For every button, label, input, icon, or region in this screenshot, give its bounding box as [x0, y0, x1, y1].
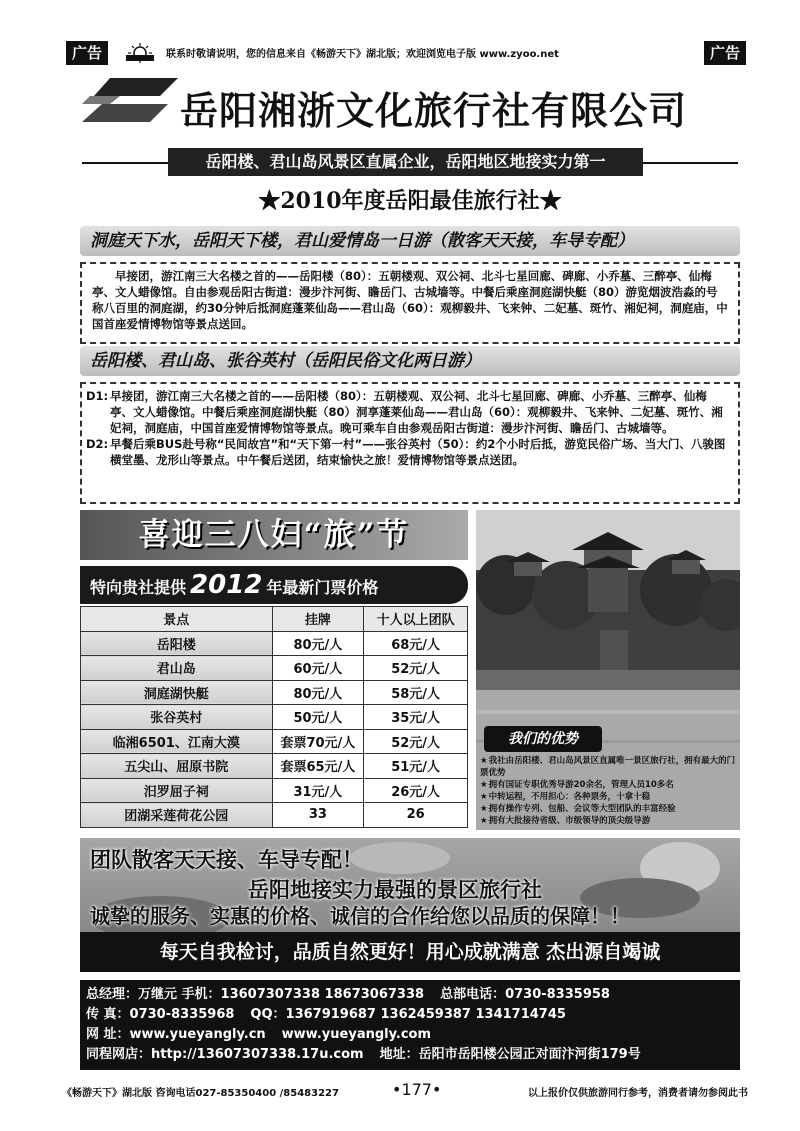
price-title-suffix: 年最新门票价格: [266, 578, 379, 597]
page-number-value: 177: [401, 1080, 432, 1099]
header-list-price: 挂牌: [272, 607, 364, 632]
list-price-cell: 50元/人: [272, 705, 364, 730]
list-item: ★ 拥有国证专职优秀导游20余名，管理人员10多名: [480, 779, 740, 791]
tour1-title: 洞庭天下水，岳阳天下楼，君山爱情岛一日游（散客天天接，车导专配）: [80, 226, 740, 256]
list-item: ★ 拥有大批接待省级、市级领导的顶尖级导游: [480, 815, 740, 827]
tour1-box: [80, 262, 740, 344]
company-logo: [80, 74, 180, 130]
top-note: 联系时敬请说明，您的信息来自《畅游天下》湖北版；欢迎浏览电子版 www.zyoo.net: [166, 49, 559, 60]
tour2-title: 岳阳楼、君山岛、张谷英村（岳阳民俗文化两日游）: [80, 346, 740, 376]
list-price-cell: 60元/人: [272, 656, 364, 681]
price-title-year: 2012: [190, 570, 263, 600]
list-item: ★ 拥有操作专列、包船、会议等大型团队的丰富经验: [480, 803, 740, 815]
address: 地址：岳阳市岳阳楼公园正对面汴河街179号: [379, 1047, 641, 1062]
contact-row: [86, 1025, 734, 1045]
banner-bottom-slogan: 每天自我检讨，品质自然更好！用心成就满意 杰出源自竭诚: [80, 932, 740, 972]
attraction-cell: 岳阳楼: [81, 631, 273, 656]
table-row: [81, 656, 468, 681]
attraction-cell: 洞庭湖快艇: [81, 680, 273, 705]
table-row: [81, 705, 468, 730]
group-price-cell: 52元/人: [364, 729, 468, 754]
day-text: 早餐后乘BUS赴号称“民间故宫”和“天下第一村”——张谷英村（50）：约2个小时后抵，游览民俗广场、当大门、八骏图横堂墨、龙形山等景点。中午餐后送团，结束愉快之旅！爱情博物馆等景点送团。: [110, 437, 726, 467]
fax: 传 真：0730-8335968: [86, 1007, 235, 1022]
website-link[interactable]: 网 址：www.yueyangly.cn: [86, 1027, 266, 1042]
advantages-title: 我们的优势: [484, 726, 602, 752]
banner-line-1: 团队散客天天接、车导专配！: [90, 848, 363, 872]
list-price-cell: 套票70元/人: [272, 729, 364, 754]
website-link-2[interactable]: www.yueyangly.com: [281, 1027, 432, 1042]
list-price-cell: 33: [272, 803, 364, 828]
list-price-cell: 31元/人: [272, 778, 364, 803]
top-strip: [66, 41, 746, 65]
group-price-cell: 26: [364, 803, 468, 828]
contact-row: [86, 985, 734, 1005]
list-item: ★ 我社由岳阳楼、君山岛风景区直属唯一景区旅行社，拥有最大的门票优势: [480, 755, 740, 779]
festival-title: 喜迎三八妇“旅”节: [80, 510, 468, 560]
publication-logo: [118, 43, 162, 63]
ad-tag-right: 广告: [704, 41, 746, 65]
award-title: ★2010年度岳阳最佳旅行社★: [258, 188, 562, 214]
contact-row: [86, 1005, 734, 1025]
table-row: [81, 680, 468, 705]
tour2-day-1: [86, 388, 728, 436]
page-number: •177•: [392, 1080, 442, 1099]
list-price-cell: 80元/人: [272, 631, 364, 656]
attraction-cell: 张谷英村: [81, 705, 273, 730]
footer-info: 《畅游天下》湖北版 咨询电话027-85350400 /85483227: [62, 1088, 339, 1099]
online-shop-link[interactable]: 同程网店：http://13607307338.17u.com: [86, 1047, 364, 1062]
price-table: [80, 606, 468, 828]
lotus-banner: [80, 838, 740, 972]
list-price-cell: 80元/人: [272, 680, 364, 705]
attraction-cell: 君山岛: [81, 656, 273, 681]
group-price-cell: 51元/人: [364, 754, 468, 779]
day-label: D2:: [86, 437, 109, 451]
contact-row: [86, 1045, 734, 1065]
group-price-cell: 26元/人: [364, 778, 468, 803]
qq-numbers: QQ：1367919687 1362459387 1341714745: [250, 1007, 566, 1022]
tour2-box: [80, 382, 740, 504]
contact-panel: [80, 980, 740, 1070]
attraction-cell: 团湖采莲荷花公园: [81, 803, 273, 828]
manager-phone: 总经理：万继元 手机：13607307338 18673067338: [86, 987, 425, 1002]
group-price-cell: 52元/人: [364, 656, 468, 681]
company-name: 岳阳湘浙文化旅行社有限公司: [180, 88, 688, 133]
list-item: ★ 中转运程，不用担心：各种票务，十拿十稳: [480, 791, 740, 803]
advantages-list: [480, 755, 740, 827]
main-phone: 总部电话：0730-8335958: [440, 987, 610, 1002]
header-group-price: 十人以上团队: [364, 607, 468, 632]
header-attraction: 景点: [81, 607, 273, 632]
list-price-cell: 套票65元/人: [272, 754, 364, 779]
group-price-cell: 35元/人: [364, 705, 468, 730]
table-row: [81, 754, 468, 779]
group-price-cell: 68元/人: [364, 631, 468, 656]
group-price-cell: 58元/人: [364, 680, 468, 705]
tour2-day-2: [86, 436, 728, 468]
attraction-cell: 五尖山、屈原书院: [81, 754, 273, 779]
price-title: [80, 566, 468, 604]
day-label: D1:: [86, 389, 109, 403]
table-row: [81, 778, 468, 803]
banner-line-3: 诚挚的服务、实惠的价格、诚信的合作给您以品质的保障！！: [90, 904, 630, 928]
tour1-text: 早接团，游江南三大名楼之首的——岳阳楼（80）：五朝楼观、双公祠、北斗七星回廊、碑廊、小乔墓、三醉亭、仙梅亭、文人蜡像馆。自由参观岳阳古街道：漫步汴河街、瞻岳门、古城墙等。中餐后乘座洞庭湖快艇（80）游览烟波浩淼的号称八百里的洞庭湖，约30分钟后抵洞庭蓬莱仙岛——君山岛（60）：观柳毅井、飞来钟、二妃墓、斑竹、湘妃祠，洞庭庙，中国首座爱情博物馆等景点送回。: [92, 269, 728, 331]
table-row: [81, 803, 468, 828]
attraction-cell: 汨罗屈子祠: [81, 778, 273, 803]
day-text: 早接团，游江南三大名楼之首的——岳阳楼（80）：五朝楼观、双公祠、北斗七星回廊、碑廊、小乔墓、三醉亭、仙梅亭、文人蜡像馆。中餐后乘座洞庭湖快艇（80）洞享蓬莱仙岛——君山岛（60）：观柳毅井、飞来钟、二妃墓、斑竹、湘妃祠，洞庭庙，中国首座爱情博物馆等景点。晚可乘车自由参观岳阳古街道：漫步汴河街、瞻岳门、古城墙等。: [110, 389, 723, 435]
ad-tag-left: 广告: [66, 41, 108, 65]
company-slogan: 岳阳楼、君山岛风景区直属企业，岳阳地区地接实力第一: [168, 148, 643, 176]
table-row: [81, 729, 468, 754]
banner-line-2: 岳阳地接实力最强的景区旅行社: [248, 878, 542, 902]
attraction-cell: 临湘6501、江南大漠: [81, 729, 273, 754]
table-row: [81, 631, 468, 656]
price-title-prefix: 特向贵社提供: [90, 578, 187, 597]
footer-disclaimer: 以上报价仅供旅游同行参考，消费者请勿参阅此书: [528, 1088, 748, 1099]
table-header-row: [81, 607, 468, 632]
